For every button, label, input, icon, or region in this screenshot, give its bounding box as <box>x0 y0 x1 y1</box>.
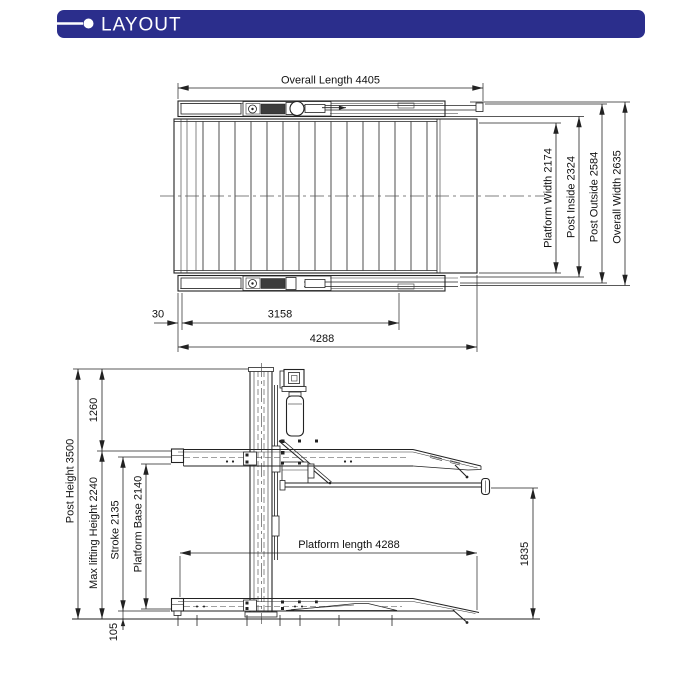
pull-handle <box>476 103 483 112</box>
dim-platform-width <box>479 123 561 273</box>
dim-ground-clearance <box>108 611 123 641</box>
dim-top-clearance <box>88 369 102 451</box>
dim-platform-base <box>133 464 172 609</box>
dim-platform-base-label: Platform Base 2140 <box>132 475 145 573</box>
upper-platform <box>172 440 482 479</box>
dim-stroke-label: Stroke 2135 <box>109 500 122 560</box>
pulley-circle <box>290 102 304 116</box>
dim-max-lifting-height-label: Max lifting Height 2240 <box>88 477 100 589</box>
post-base-plate <box>245 612 277 617</box>
post <box>245 363 280 624</box>
dim-platform-length <box>180 539 477 610</box>
dim-offset-30 <box>152 293 182 352</box>
dim-bar-height-label: 1835 <box>519 541 531 567</box>
dim-max-lifting-height <box>88 451 171 619</box>
dim-inner-length-label: 3158 <box>267 308 293 321</box>
lower-platform <box>172 599 480 624</box>
dim-overall-length-label: Overall Length 4405 <box>280 74 381 87</box>
dim-inner-length <box>182 293 399 330</box>
lower-ramp <box>413 599 479 613</box>
cylinder-housing <box>282 462 314 483</box>
header-title: LAYOUT <box>101 14 182 36</box>
dim-post-height-label: Post Height 3500 <box>64 438 77 524</box>
power-unit <box>280 370 306 437</box>
dim-platform-width-label: Platform Width 2174 <box>542 148 555 248</box>
dim-top-clearance-label: 1260 <box>88 397 100 423</box>
dim-post-outside-label: Post Outside 2584 <box>588 151 601 243</box>
bottom-rail <box>178 276 458 292</box>
ground-line <box>72 615 540 626</box>
dim-offset-label: 30 <box>151 308 165 321</box>
dim-overall-length <box>178 75 483 102</box>
dim-post-inside-label: Post Inside 2324 <box>565 156 578 238</box>
bullet-icon <box>84 19 94 29</box>
safety-bar <box>280 479 490 495</box>
layout-header <box>57 10 645 38</box>
side-view <box>65 363 541 641</box>
dim-ground-clearance-label: 105 <box>108 622 120 642</box>
dim-platform-length-label: Platform length 4288 <box>298 539 400 551</box>
upper-ramp <box>413 450 481 467</box>
dim-bar-height <box>491 488 538 619</box>
top-rail <box>178 101 483 117</box>
dim-base-length-label: 4288 <box>309 333 335 345</box>
plan-view <box>152 75 630 353</box>
dim-overall-width-label: Overall Width 2635 <box>611 150 624 244</box>
oil-reservoir <box>287 396 304 436</box>
dim-post-outside <box>460 104 607 283</box>
